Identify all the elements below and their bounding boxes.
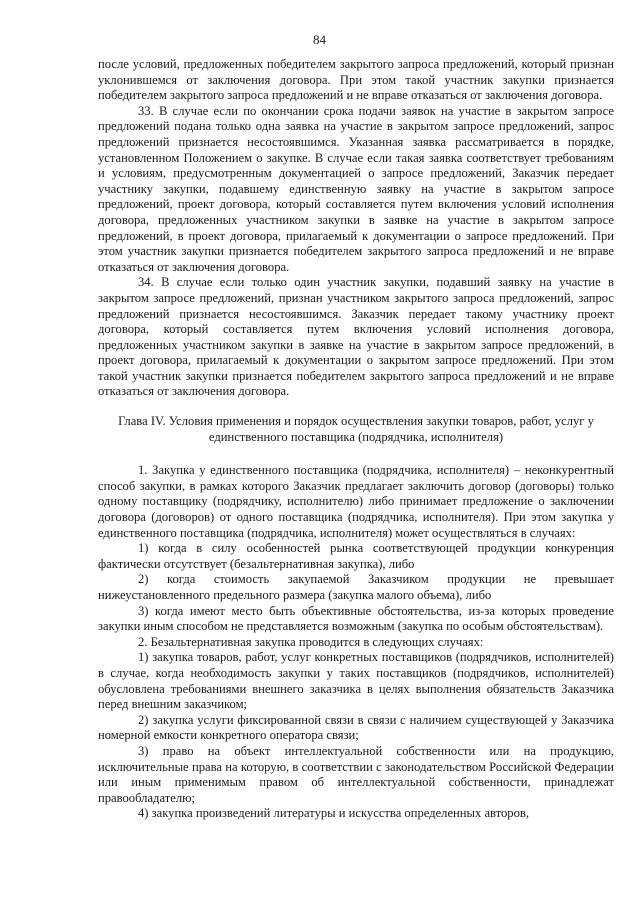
paragraph-continuation: после условий, предложенных победителем закрытого запроса предложений, который признан уклонившемся от заключения договора. При этом такой участник закупки признается победителем закрытого запроса предложений и не вправе отказаться от заключения договора.	[98, 57, 614, 103]
paragraph-item-1-1: 1) когда в силу особенностей рынка соответствующей продукции конкуренция фактически отсутствует (безальтернативная закупка), либо	[98, 541, 614, 571]
page-number: 84	[313, 32, 326, 47]
paragraph-item-1-2: 2) когда стоимость закупаемой Заказчиком продукции не превышает нижеустановленного предельного размера (закупка малого объема), либо	[98, 572, 614, 602]
paragraph-item-2-4: 4) закупка произведений литературы и искусства определенных авторов,	[138, 806, 529, 821]
paragraph-34: 34. В случае если только один участник закупки, подавший заявку на участие в закрытом запросе предложений, признан участником закрытого запроса предложений, запрос предложений признается несостоявшимся. Заказчик передает такому участнику проект договора, который составляется путем включения условий исполнения договора, предложенных участником закупки в заявке на участие в закрытом запросе предложений, в проект договора, прилагаемый к документации о закрытом запросе предложений. При этом такой участник закупки признается победителем закрытого запроса предложений и не вправе отказаться от заключения договора.	[98, 275, 614, 399]
paragraph-item-2-3: 3) право на объект интеллектуальной собственности или на продукцию, исключительные права на которую, в соответствии с законодательством Российской Федерации или иным применимым правом об интеллектуальной собственности, принадлежат правообладателю;	[98, 743, 614, 805]
paragraph-item-1: 1. Закупка у единственного поставщика (подрядчика, исполнителя) – неконкурентный способ закупки, в рамках которого Заказчик предлагает заключить договор (договоры) только одному поставщику (подрядчику, исполнителю) либо принимает предложение о заключении договора (договоров) от одного поставщика (подрядчика, исполнителя). При этом закупка у единственного поставщика (подрядчика, исполнителя) может осуществляться в случаях:	[98, 463, 614, 540]
paragraph-33: 33. В случае если по окончании срока подачи заявок на участие в закрытом запросе предложений подана только одна заявка на участие в закрытом запросе предложений, запрос предложений признается несостоявшимся. Указанная заявка рассматривается в порядке, установленном Положением о закупке. В случае если такая заявка соответствует требованиям и условиям, предусмотренным документацией о запросе предложений, Заказчик передает участнику закупки, подавшему единственную заявку на участие в закрытом запросе предложений, проект договора, который составляется путем включения условий исполнения договора, предложенных участником закупки в заявке на участие в закрытом запросе предложений, в проект договора, прилагаемый к документации о запросе предложений. При этом участник закупки признается победителем закрытого запроса предложений и не вправе отказаться от заключения договора.	[98, 103, 614, 274]
chapter-heading: Глава IV. Условия применения и порядок осуществления закупки товаров, работ, услуг у единственного поставщика (подрядчика, исполнителя)	[118, 414, 594, 444]
paragraph-item-2-1: 1) закупка товаров, работ, услуг конкретных поставщиков (подрядчиков, исполнителей) в случае, когда необходимость закупки у таких поставщиков (подрядчиков, исполнителей) обусловлена требованиями внешнего заказчика в целях выполнения обязательств Заказчика перед внешним заказчиком;	[98, 650, 614, 712]
paragraph-item-1-3: 3) когда имеют место быть объективные обстоятельства, из-за которых проведение закупки иным способом не представляется возможным (закупка по особым обстоятельствам).	[98, 603, 614, 634]
paragraph-item-2: 2. Безальтернативная закупка проводится в следующих случаях:	[138, 634, 484, 649]
paragraph-item-2-2: 2) закупка услуги фиксированной связи в связи с наличием существующей у Заказчика номерной емкости конкретного оператора связи;	[98, 712, 614, 743]
document-body	[98, 57, 614, 822]
